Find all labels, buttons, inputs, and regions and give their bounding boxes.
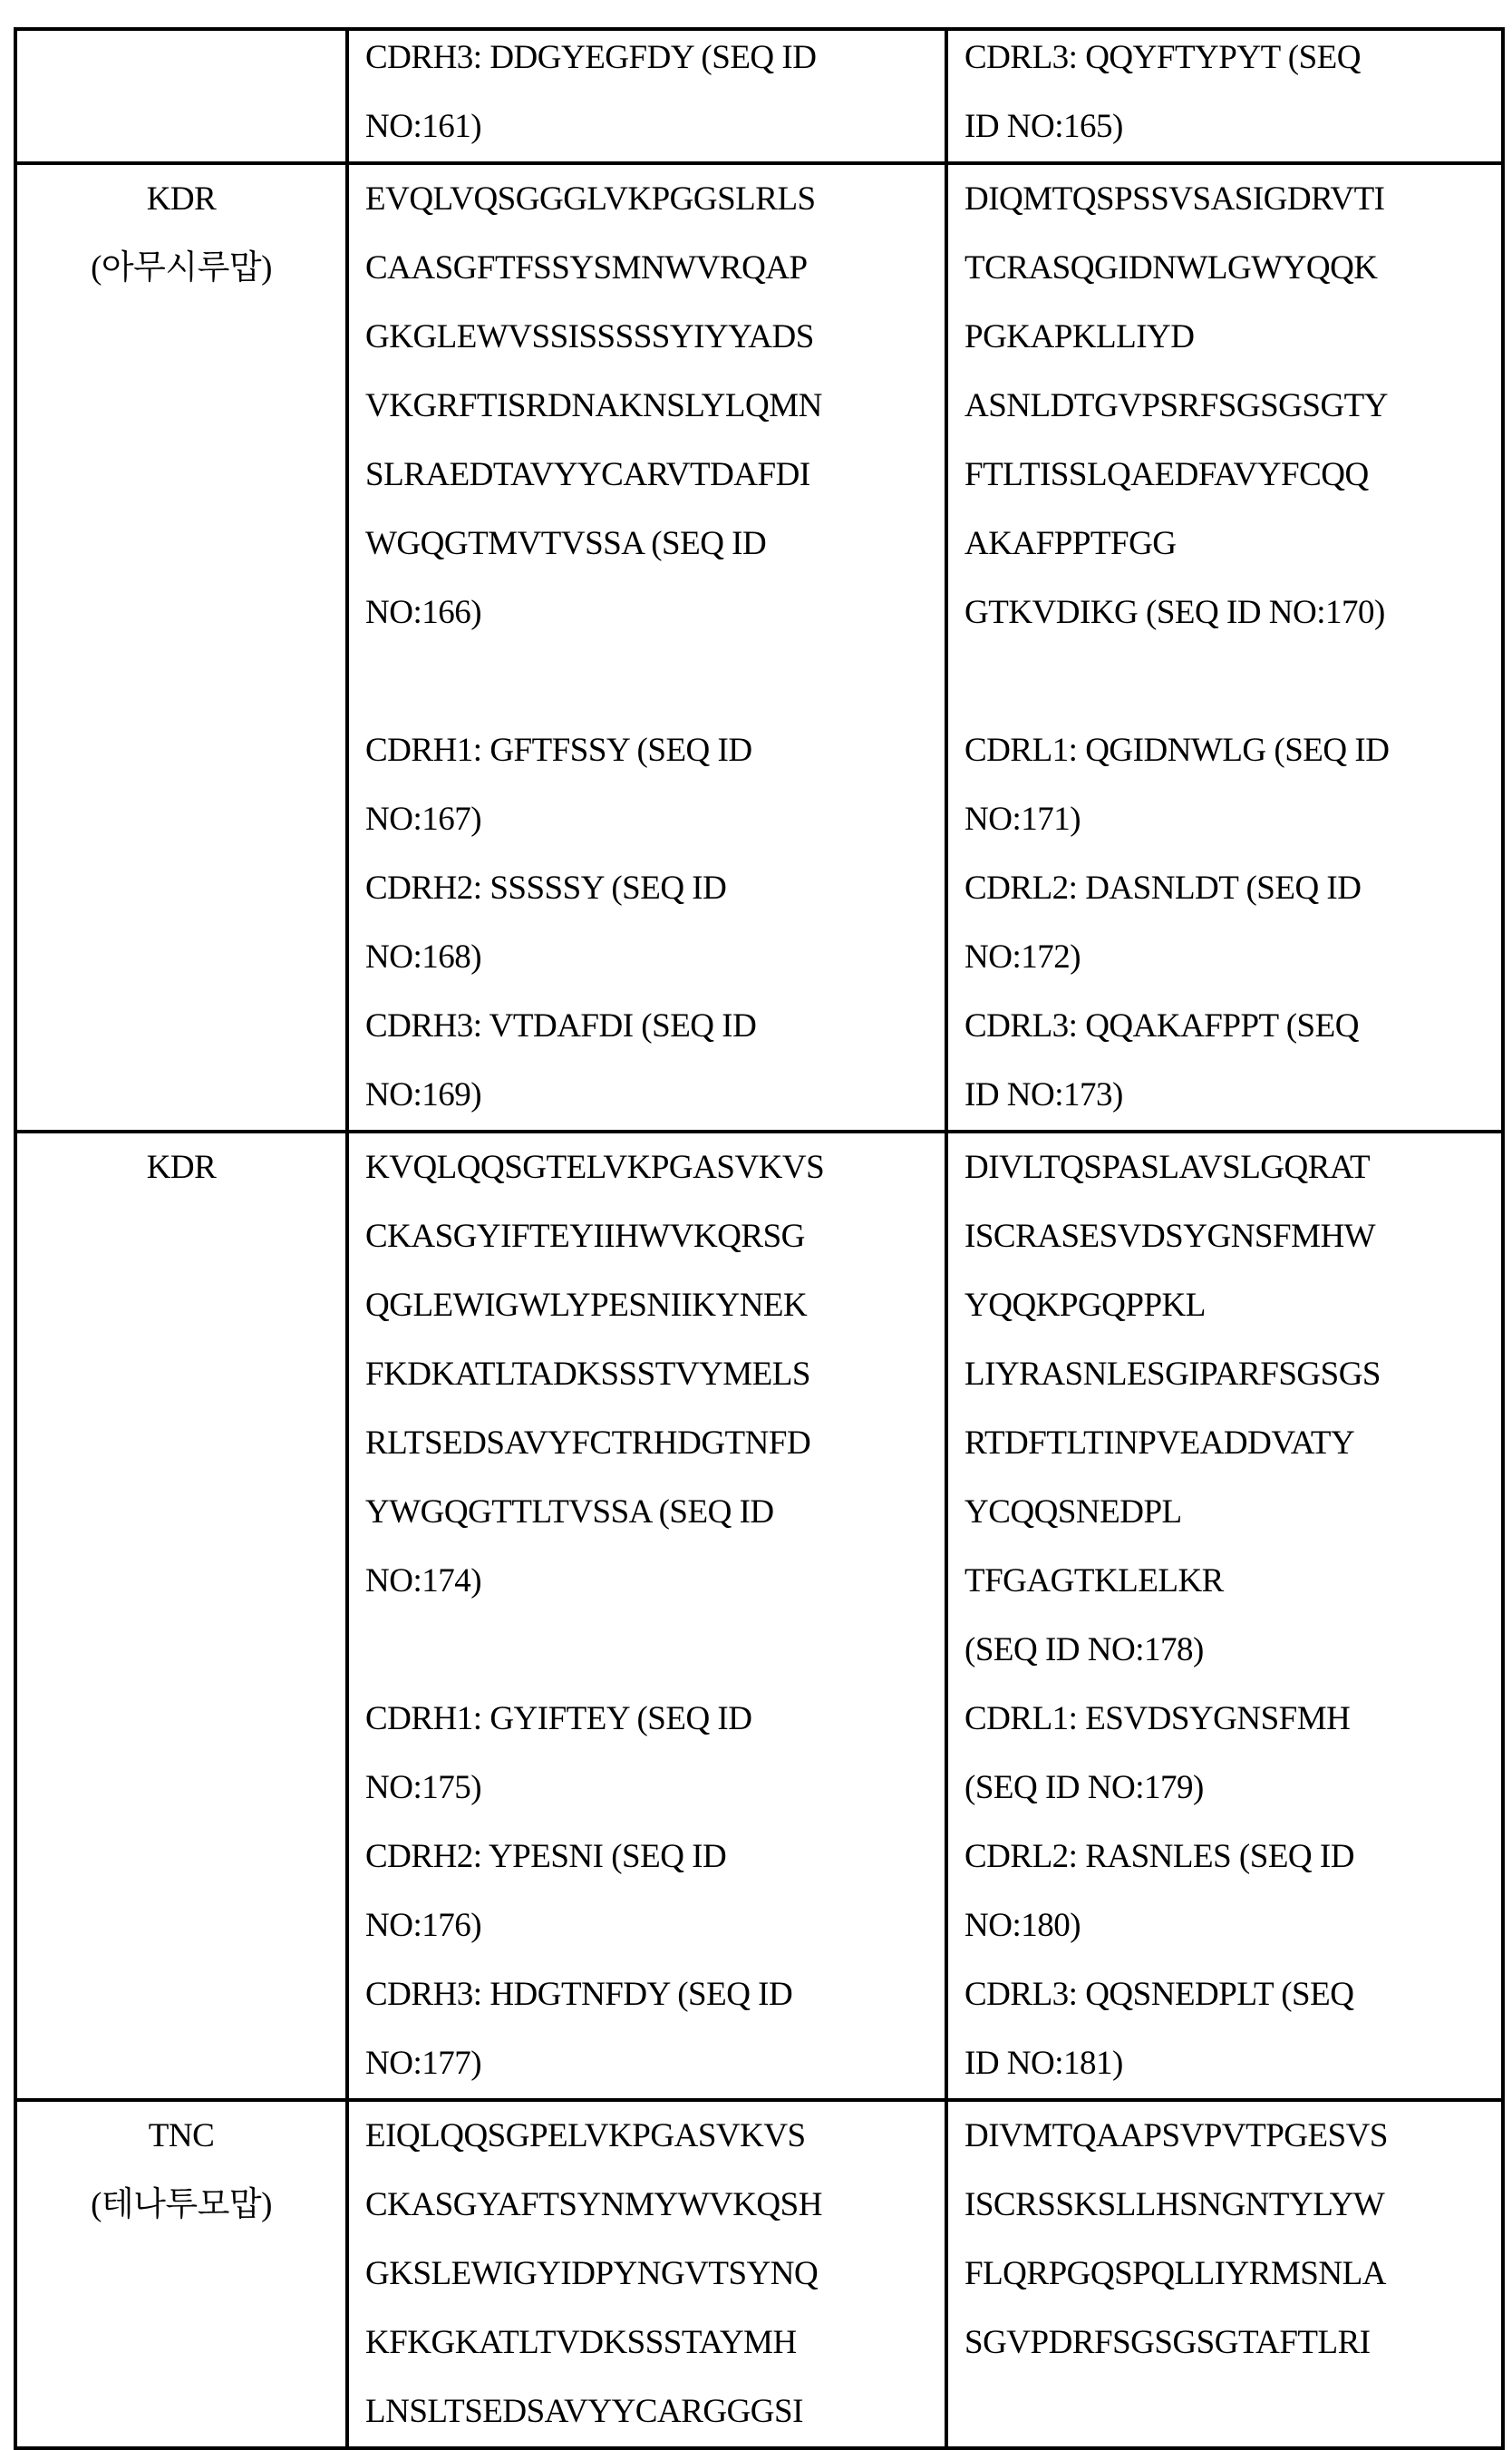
cdr-line: ID NO:181) [964, 2045, 1123, 2082]
table-row [15, 29, 1503, 163]
target-cell [15, 2100, 347, 2448]
sequence-line: SGVPDRFSGSGSGTAFTLRI [964, 2324, 1371, 2361]
cdr-line: CDRH1: GFTFSSY (SEQ ID [365, 732, 752, 769]
sequence-line: CKASGYAFTSYNMYWVKQSH [365, 2186, 822, 2223]
sequence-line: DIVLTQSPASLAVSLGQRAT [964, 1149, 1371, 1186]
sequence-line: PGKAPKLLIYD [964, 318, 1195, 355]
target-cell [15, 29, 347, 163]
light-chain-cell [946, 1132, 1503, 2100]
sequence-line: AKAFPPTFGG [964, 525, 1177, 562]
sequence-line: GKSLEWIGYIDPYNGVTSYNQ [365, 2255, 819, 2292]
sequence-line: CAASGFTFSSYSMNWVRQAP [365, 249, 808, 287]
cdr-line: CDRH3: VTDAFDI (SEQ ID [365, 1007, 757, 1045]
sequence-line: GKGLEWVSSISSSSSYIYYADS [365, 318, 814, 355]
cdr-line: CDRL2: DASNLDT (SEQ ID [964, 870, 1362, 907]
target-name: KDR [146, 1149, 217, 1186]
cdr-line: CDRL2: RASNLES (SEQ ID [964, 1838, 1354, 1875]
sequence-line: SLRAEDTAVYYCARVTDAFDI [365, 456, 810, 493]
sequence-line: WGQGTMVTVSSA (SEQ ID [365, 525, 767, 562]
sequence-line: YWGQGTTLTVSSA (SEQ ID [365, 1493, 774, 1531]
sequence-line: DIQMTQSPSSVSASIGDRVTI [964, 180, 1385, 218]
cdr-line: ID NO:173) [964, 1076, 1123, 1113]
sequence-line: NO:166) [365, 594, 482, 631]
target-cell [15, 163, 347, 1132]
sequence-line: QGLEWIGWLYPESNIIKYNEK [365, 1287, 808, 1324]
sequence-line: FKDKATLTADKSSSTVYMELS [365, 1356, 810, 1393]
cdr-line: (SEQ ID NO:179) [964, 1769, 1204, 1806]
sequence-line: ISCRSSKSLLHSNGNTYLYW [964, 2186, 1385, 2223]
cdr-line: NO:175) [365, 1769, 482, 1806]
cdr-line: CDRH3: DDGYEGFDY (SEQ ID [365, 39, 817, 76]
cdr-line: NO:161) [365, 108, 482, 145]
sequence-line: VKGRFTISRDNAKNSLYLQMN [365, 387, 822, 424]
cdr-line: NO:169) [365, 1076, 482, 1113]
cdr-line: NO:177) [365, 2045, 482, 2082]
sequence-line: KVQLQQSGTELVKPGASVKVS [365, 1149, 825, 1186]
light-chain-cell [946, 163, 1503, 1132]
sequence-line: LIYRASNLESGIPARFSGSGS [964, 1356, 1381, 1393]
target-name: KDR [146, 180, 217, 218]
sequence-line: KFKGKATLTVDKSSSTAYMH [365, 2324, 797, 2361]
sequence-line: YQQKPGQPPKL [964, 1287, 1206, 1324]
table-row [15, 1132, 1503, 2100]
table-row [15, 163, 1503, 1132]
cdr-line: CDRH1: GYIFTEY (SEQ ID [365, 1700, 752, 1737]
sequence-line: EIQLQQSGPELVKPGASVKVS [365, 2117, 806, 2154]
sequence-line: (SEQ ID NO:178) [964, 1631, 1204, 1668]
cdr-line: NO:176) [365, 1907, 482, 1944]
heavy-chain-cell [347, 29, 946, 163]
cdr-line: CDRL3: QQAKAFPPT (SEQ [964, 1007, 1359, 1045]
sequence-line: TCRASQGIDNWLGWYQQK [964, 249, 1378, 287]
sequence-line: NO:174) [365, 1562, 482, 1599]
cdr-line: CDRL3: QQYFTYPYT (SEQ [964, 39, 1361, 76]
cdr-line: CDRL3: QQSNEDPLT (SEQ [964, 1976, 1354, 2013]
spacer [365, 1616, 945, 1685]
antibody-sequence-table [14, 27, 1505, 2450]
sequence-line: FTLTISSLQAEDFAVYFCQQ [964, 456, 1369, 493]
sequence-line: TFGAGTKLELKR [964, 1562, 1224, 1599]
spacer [365, 647, 945, 716]
target-cell [15, 1132, 347, 2100]
heavy-chain-cell [347, 163, 946, 1132]
sequence-line: EVQLVQSGGGLVKPGGSLRLS [365, 180, 816, 218]
cdr-line: NO:167) [365, 801, 482, 838]
sequence-line: DIVMTQAAPSVPVTPGESVS [964, 2117, 1388, 2154]
sequence-line: ASNLDTGVPSRFSGSGSGTY [964, 387, 1389, 424]
light-chain-cell [946, 2100, 1503, 2448]
heavy-chain-cell [347, 1132, 946, 2100]
cdr-line: NO:171) [964, 801, 1081, 838]
sequence-line: LNSLTSEDSAVYYCARGGGSI [365, 2393, 803, 2430]
cdr-line: NO:168) [365, 938, 482, 976]
cdr-line: CDRH2: SSSSSY (SEQ ID [365, 870, 727, 907]
cdr-line: CDRH2: YPESNI (SEQ ID [365, 1838, 727, 1875]
sequence-line: FLQRPGQSPQLLIYRMSNLA [964, 2255, 1386, 2292]
table-row [15, 2100, 1503, 2448]
target-alias: (테나투모맙) [91, 2186, 272, 2223]
light-chain-cell [946, 29, 1503, 163]
sequence-line: CKASGYIFTEYIIHWVKQRSG [365, 1218, 805, 1255]
sequence-line: YCQQSNEDPL [964, 1493, 1182, 1531]
sequence-line: ISCRASESVDSYGNSFMHW [964, 1218, 1376, 1255]
target-name: TNC [148, 2117, 215, 2154]
cdr-line: CDRL1: ESVDSYGNSFMH [964, 1700, 1351, 1737]
cdr-line: ID NO:165) [964, 108, 1123, 145]
sequence-line: RTDFTLTINPVEADDVATY [964, 1424, 1355, 1462]
target-alias: (아무시루맙) [91, 249, 272, 287]
heavy-chain-cell [347, 2100, 946, 2448]
sequence-line: GTKVDIKG (SEQ ID NO:170) [964, 594, 1385, 631]
cdr-line: NO:172) [964, 938, 1081, 976]
cdr-line: CDRH3: HDGTNFDY (SEQ ID [365, 1976, 793, 2013]
cdr-line: NO:180) [964, 1907, 1081, 1944]
spacer [964, 647, 1501, 716]
cdr-line: CDRL1: QGIDNWLG (SEQ ID [964, 732, 1390, 769]
sequence-line: RLTSEDSAVYFCTRHDGTNFD [365, 1424, 811, 1462]
